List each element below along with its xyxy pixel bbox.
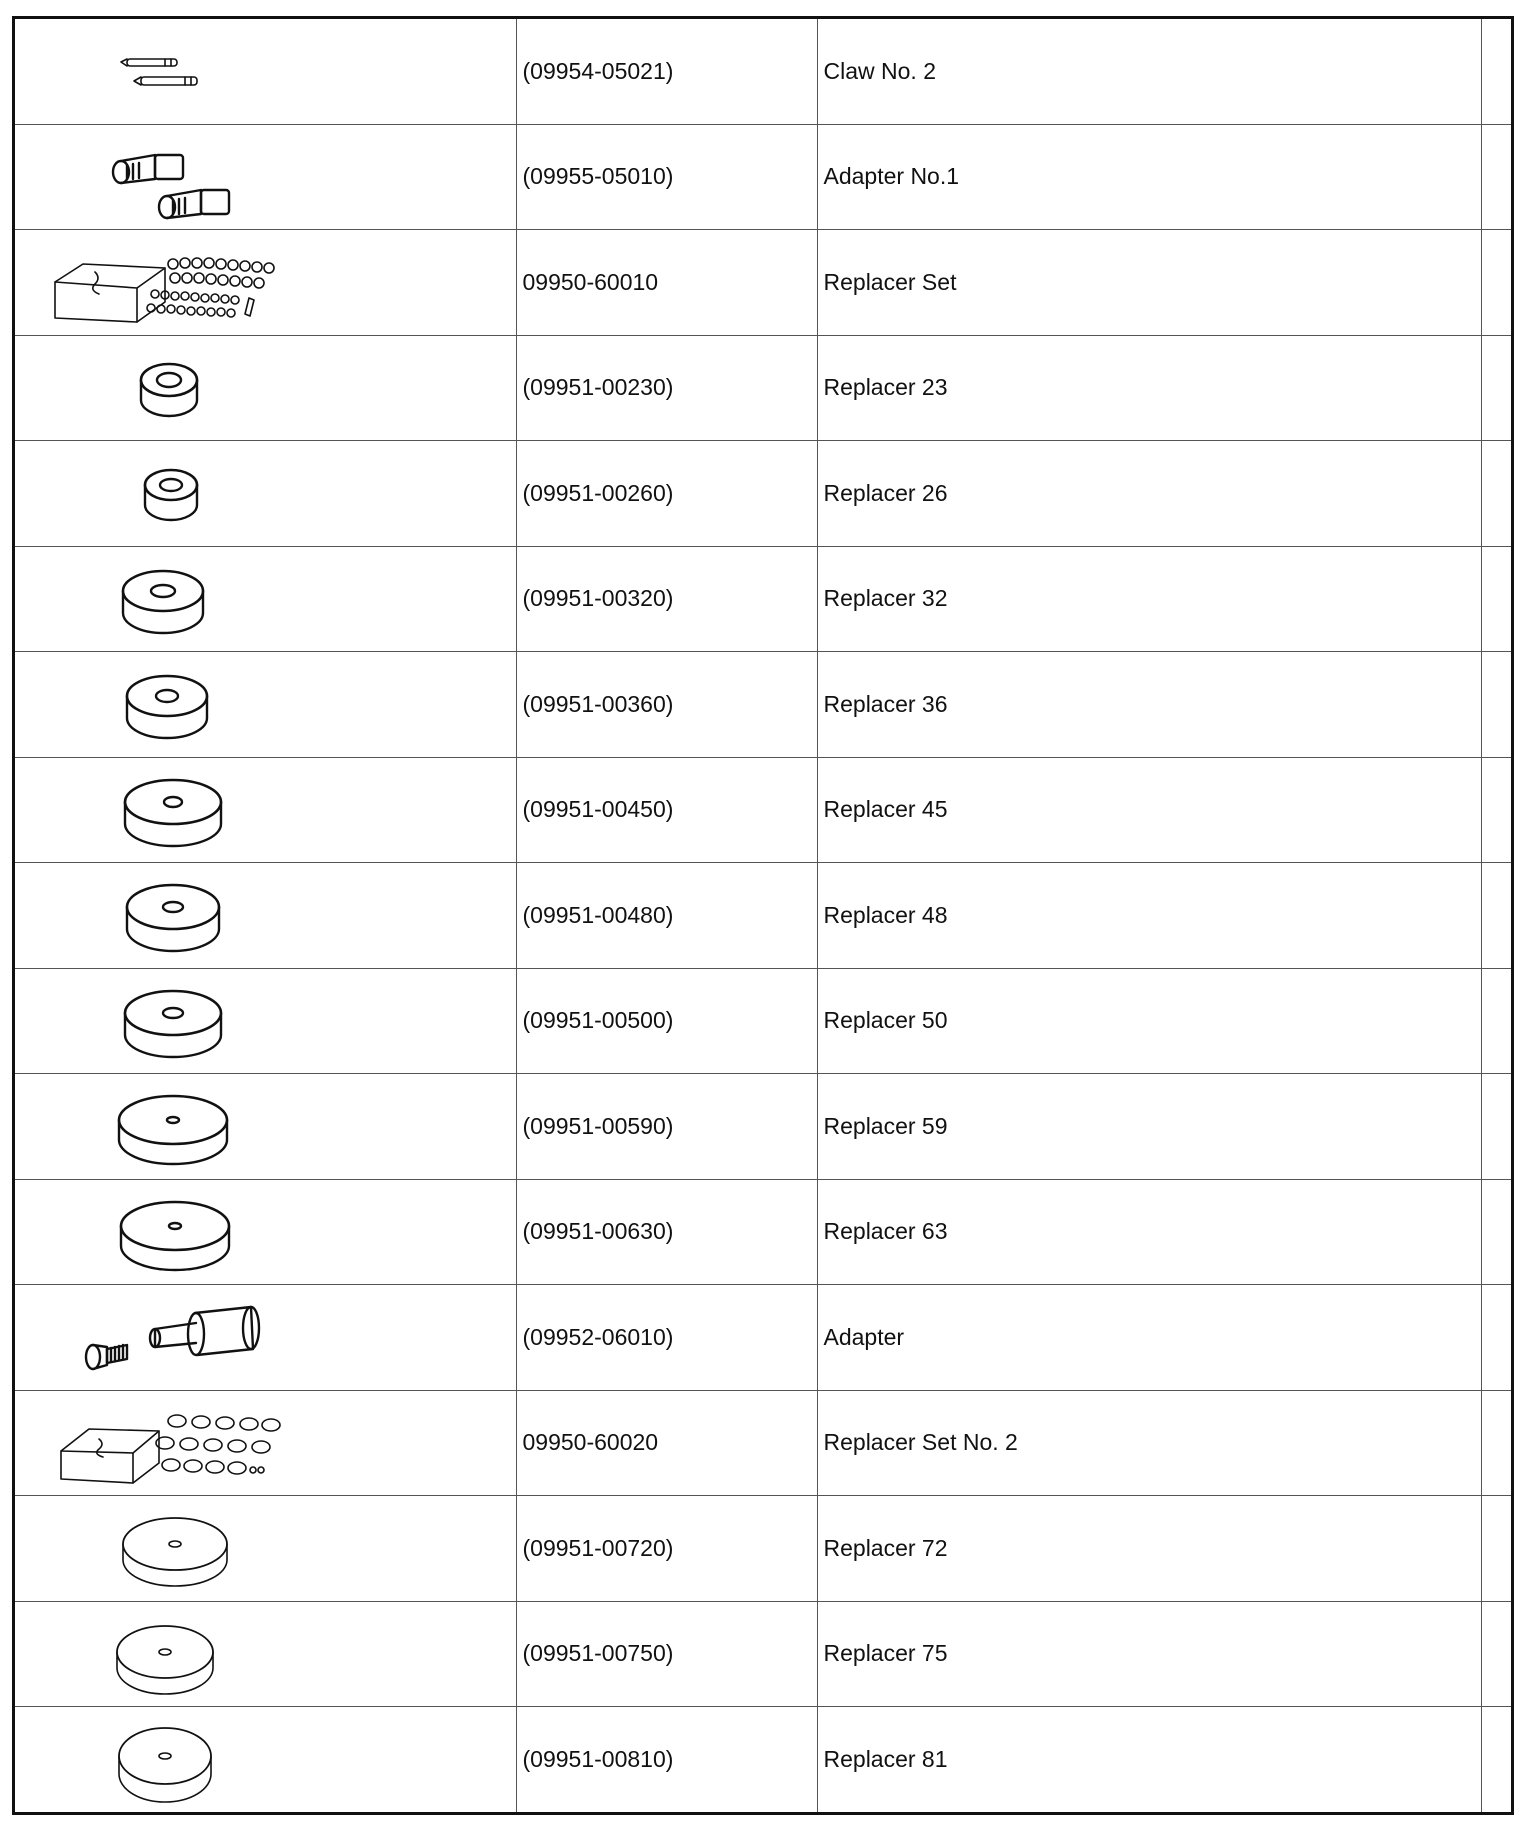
- table-row: [15, 230, 1511, 336]
- table-row: [15, 652, 1511, 758]
- part-name: Adapter No.1: [817, 124, 1481, 230]
- part-illustration-cell: [15, 863, 516, 969]
- replacer-disc-icon: [15, 863, 516, 967]
- part-number: (09951-00500): [516, 968, 817, 1074]
- part-name: Replacer 63: [817, 1179, 1481, 1285]
- table-row: [15, 19, 1511, 124]
- part-name: Replacer 72: [817, 1496, 1481, 1602]
- part-name: Replacer 23: [817, 335, 1481, 441]
- part-illustration-cell: [15, 335, 516, 441]
- part-number: (09951-00260): [516, 441, 817, 547]
- replacer-disc-icon: [15, 758, 516, 862]
- part-illustration-cell: [15, 230, 516, 336]
- table-row: [15, 1601, 1511, 1707]
- part-name: Replacer Set No. 2: [817, 1390, 1481, 1496]
- part-name: Replacer 48: [817, 863, 1481, 969]
- part-number: (09954-05021): [516, 19, 817, 124]
- part-number: (09951-00590): [516, 1074, 817, 1180]
- part-illustration-cell: [15, 1285, 516, 1391]
- part-number: 09950-60020: [516, 1390, 817, 1496]
- part-name: Replacer 81: [817, 1707, 1481, 1812]
- replacer-set-case-icon: [15, 230, 516, 334]
- part-illustration-cell: [15, 1179, 516, 1285]
- part-number: 09950-60010: [516, 230, 817, 336]
- part-number: (09952-06010): [516, 1285, 817, 1391]
- part-name: Replacer Set: [817, 230, 1481, 336]
- replacer-disc-icon: [15, 547, 516, 651]
- adapter-bolt-icon: [15, 1285, 516, 1389]
- part-illustration-cell: [15, 1707, 516, 1812]
- replacer-disc-icon: [15, 1074, 516, 1178]
- replacer-disc-icon: [15, 1602, 516, 1706]
- table-row: [15, 968, 1511, 1074]
- blank-cell: [1481, 335, 1511, 441]
- part-number: (09951-00320): [516, 546, 817, 652]
- part-illustration-cell: [15, 968, 516, 1074]
- table-row: [15, 863, 1511, 969]
- replacer-disc-icon: [15, 441, 516, 545]
- part-illustration-cell: [15, 124, 516, 230]
- blank-cell: [1481, 968, 1511, 1074]
- part-number: (09951-00480): [516, 863, 817, 969]
- claw-icon: [15, 19, 516, 123]
- part-number: (09951-00720): [516, 1496, 817, 1602]
- table-row: [15, 441, 1511, 547]
- part-name: Claw No. 2: [817, 19, 1481, 124]
- part-number: (09951-00810): [516, 1707, 817, 1812]
- blank-cell: [1481, 441, 1511, 547]
- blank-cell: [1481, 19, 1511, 124]
- part-name: Replacer 50: [817, 968, 1481, 1074]
- part-illustration-cell: [15, 1496, 516, 1602]
- blank-cell: [1481, 230, 1511, 336]
- blank-cell: [1481, 652, 1511, 758]
- part-illustration-cell: [15, 1074, 516, 1180]
- blank-cell: [1481, 124, 1511, 230]
- replacer-set-case-icon: [15, 1391, 516, 1495]
- part-name: Replacer 59: [817, 1074, 1481, 1180]
- blank-cell: [1481, 1074, 1511, 1180]
- special-tools-table: [12, 16, 1514, 1815]
- replacer-disc-icon: [15, 1180, 516, 1284]
- part-illustration-cell: [15, 652, 516, 758]
- part-number: (09951-00630): [516, 1179, 817, 1285]
- table-row: [15, 1285, 1511, 1391]
- part-name: Replacer 32: [817, 546, 1481, 652]
- part-illustration-cell: [15, 757, 516, 863]
- part-illustration-cell: [15, 441, 516, 547]
- part-number: (09951-00750): [516, 1601, 817, 1707]
- part-name: Adapter: [817, 1285, 1481, 1391]
- blank-cell: [1481, 546, 1511, 652]
- table-row: [15, 1390, 1511, 1496]
- part-illustration-cell: [15, 546, 516, 652]
- table-row: [15, 1074, 1511, 1180]
- blank-cell: [1481, 1285, 1511, 1391]
- replacer-disc-icon: [15, 652, 516, 756]
- part-name: Replacer 26: [817, 441, 1481, 547]
- replacer-disc-icon: [15, 1496, 516, 1600]
- blank-cell: [1481, 757, 1511, 863]
- table-row: [15, 1496, 1511, 1602]
- table-row: [15, 335, 1511, 441]
- part-number: (09951-00450): [516, 757, 817, 863]
- part-name: Replacer 36: [817, 652, 1481, 758]
- part-illustration-cell: [15, 1390, 516, 1496]
- adapter-pair-icon: [15, 125, 516, 229]
- blank-cell: [1481, 1601, 1511, 1707]
- table-row: [15, 757, 1511, 863]
- blank-cell: [1481, 1707, 1511, 1812]
- blank-cell: [1481, 1496, 1511, 1602]
- part-number: (09951-00230): [516, 335, 817, 441]
- table-row: [15, 1179, 1511, 1285]
- part-name: Replacer 45: [817, 757, 1481, 863]
- table-row: [15, 1707, 1511, 1812]
- blank-cell: [1481, 1390, 1511, 1496]
- blank-cell: [1481, 1179, 1511, 1285]
- replacer-disc-icon: [15, 1708, 516, 1812]
- blank-cell: [1481, 863, 1511, 969]
- table-row: [15, 546, 1511, 652]
- part-name: Replacer 75: [817, 1601, 1481, 1707]
- part-number: (09951-00360): [516, 652, 817, 758]
- part-illustration-cell: [15, 19, 516, 124]
- part-number: (09955-05010): [516, 124, 817, 230]
- table-row: [15, 124, 1511, 230]
- replacer-disc-icon: [15, 969, 516, 1073]
- replacer-disc-icon: [15, 336, 516, 440]
- part-illustration-cell: [15, 1601, 516, 1707]
